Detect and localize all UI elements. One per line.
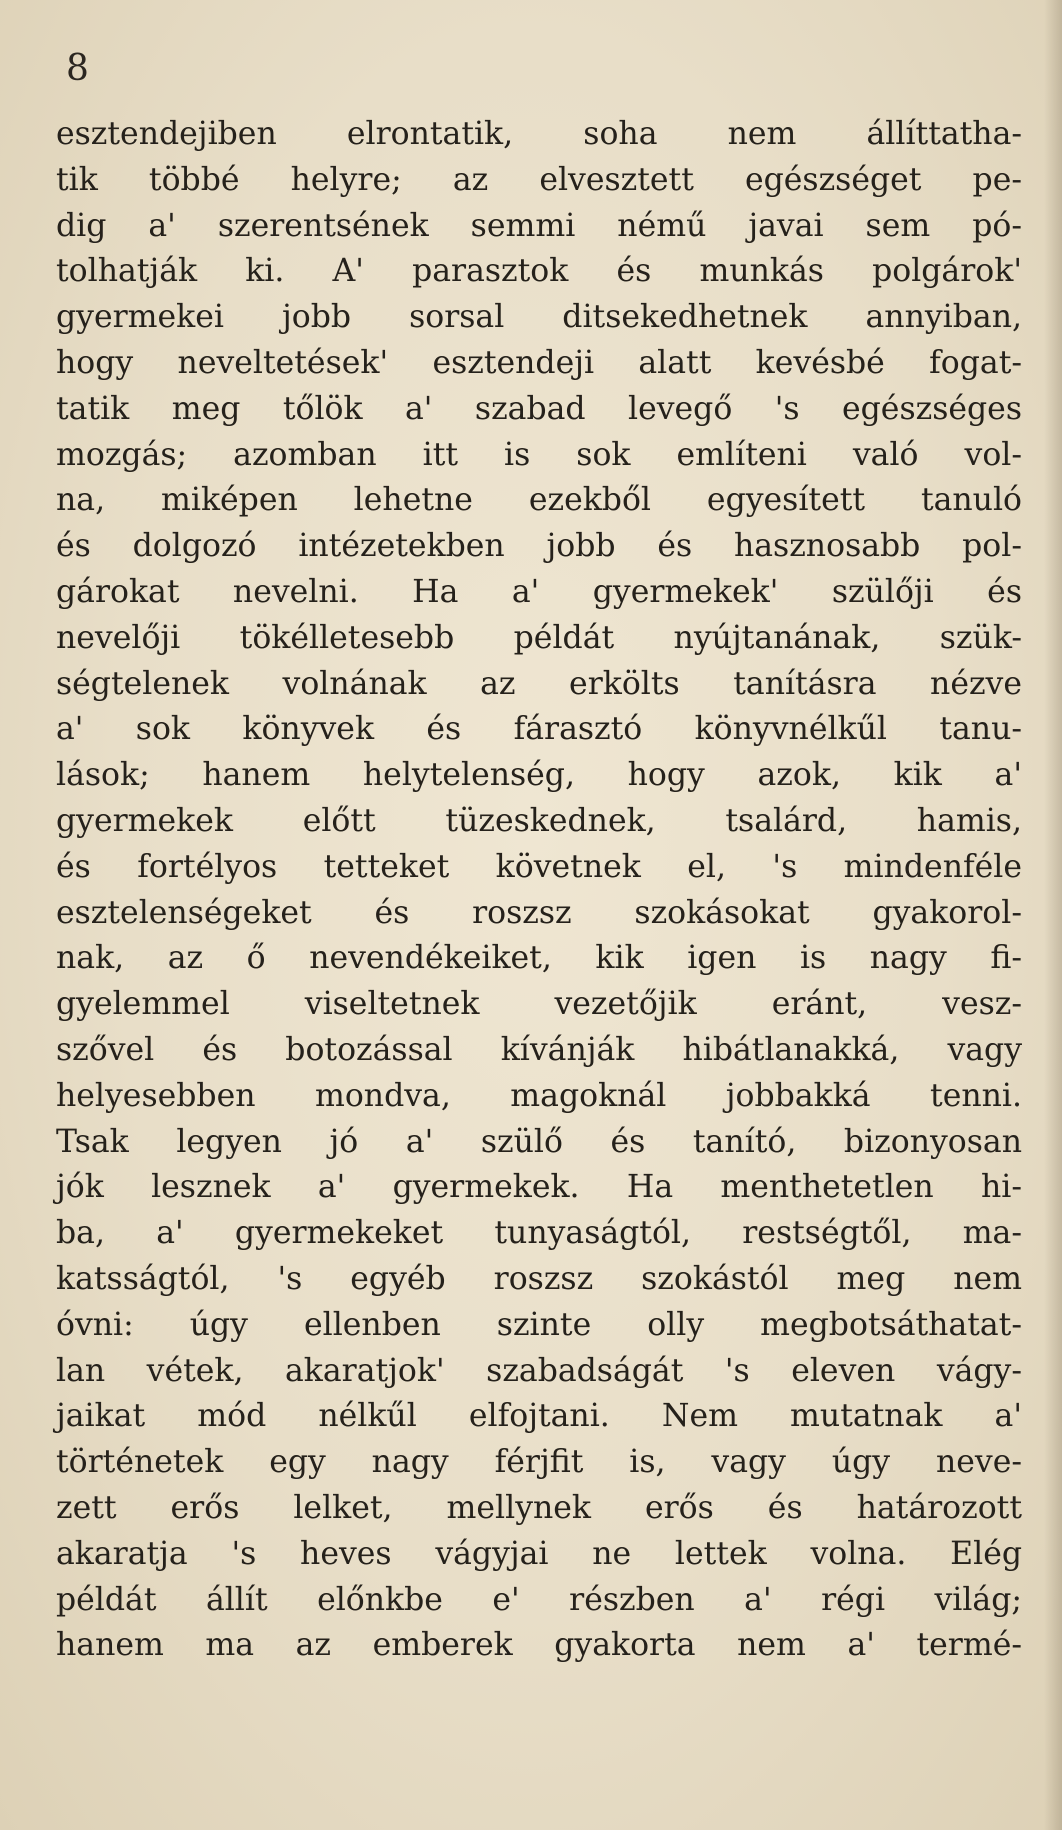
text-line: akaratja 's heves vágyjai ne lettek volna. Elég	[56, 1535, 1022, 1572]
text-line: történetek egy nagy férjfit is, vagy úgy neve-	[56, 1444, 1022, 1481]
text-line: na, miképen lehetne ezekből egyesített tanuló	[56, 482, 1022, 519]
text-line: ba, a' gyermekeket tunyaságtól, restségtől, ma-	[56, 1215, 1022, 1252]
body-text	[56, 112, 1022, 1669]
text-line: lások; hanem helytelenség, hogy azok, kik a'	[56, 757, 1022, 794]
text-line: gyermekei jobb sorsal ditsekedhetnek annyiban,	[56, 299, 1022, 336]
text-line: a' sok könyvek és fárasztó könyvnélkűl tanu-	[56, 711, 1022, 748]
text-line: mozgás; azomban itt is sok említeni való vol-	[56, 436, 1022, 473]
text-line: katsságtól, 's egyéb roszsz szokástól meg nem	[56, 1260, 1022, 1297]
text-line: hanem ma az emberek gyakorta nem a' termé-	[56, 1627, 1022, 1664]
text-line: és dolgozó intézetekben jobb és hasznosabb pol-	[56, 528, 1022, 565]
text-line: gyelemmel viseltetnek vezetőjik eránt, vesz-	[56, 986, 1022, 1023]
page-edge-shadow	[1044, 0, 1062, 1830]
text-line: nak, az ő nevendékeiket, kik igen is nagy fi-	[56, 940, 1022, 977]
text-line: dig a' szerentsének semmi némű javai sem pó-	[56, 207, 1022, 244]
text-line: tik többé helyre; az elvesztett egészséget pe-	[56, 161, 1022, 198]
text-line: Tsak legyen jó a' szülő és tanító, bizonyosan	[56, 1123, 1022, 1160]
text-line: esztelenségeket és roszsz szokásokat gyakorol-	[56, 894, 1022, 931]
text-line: zett erős lelket, mellynek erős és határozott	[56, 1489, 1022, 1526]
text-line: tolhatják ki. A' parasztok és munkás polgárok'	[56, 253, 1022, 290]
text-line: tatik meg tőlök a' szabad levegő 's egészséges	[56, 390, 1022, 427]
text-line: lan vétek, akaratjok' szabadságát 's eleven vágy-	[56, 1352, 1022, 1389]
page-number: 8	[66, 48, 89, 89]
text-line: és fortélyos tetteket követnek el, 's mindenféle	[56, 848, 1022, 885]
text-line: nevelőji tökélletesebb példát nyújtanának, szük-	[56, 619, 1022, 656]
text-line: esztendejiben elrontatik, soha nem állíttatha-	[56, 116, 1022, 152]
text-line: szővel és botozással kívánják hibátlanakká, vagy	[56, 1031, 1022, 1068]
text-line: ségtelenek volnának az erkölts tanításra nézve	[56, 665, 1022, 702]
text-line: helyesebben mondva, magoknál jobbakká tenni.	[56, 1077, 1022, 1114]
text-line: óvni: úgy ellenben szinte olly megbotsáthatat-	[56, 1306, 1022, 1343]
text-line: gyermekek előtt tüzeskednek, tsalárd, hamis,	[56, 802, 1022, 839]
text-line: példát állít előnkbe e' részben a' régi világ;	[56, 1581, 1022, 1618]
text-line: jaikat mód nélkűl elfojtani. Nem mutatnak a'	[56, 1398, 1022, 1435]
text-line: hogy neveltetések' esztendeji alatt kevésbé fogat-	[56, 344, 1022, 381]
text-line: gárokat nevelni. Ha a' gyermekek' szülőji és	[56, 573, 1022, 610]
text-line: jók lesznek a' gyermekek. Ha menthetetlen hi-	[56, 1169, 1022, 1206]
